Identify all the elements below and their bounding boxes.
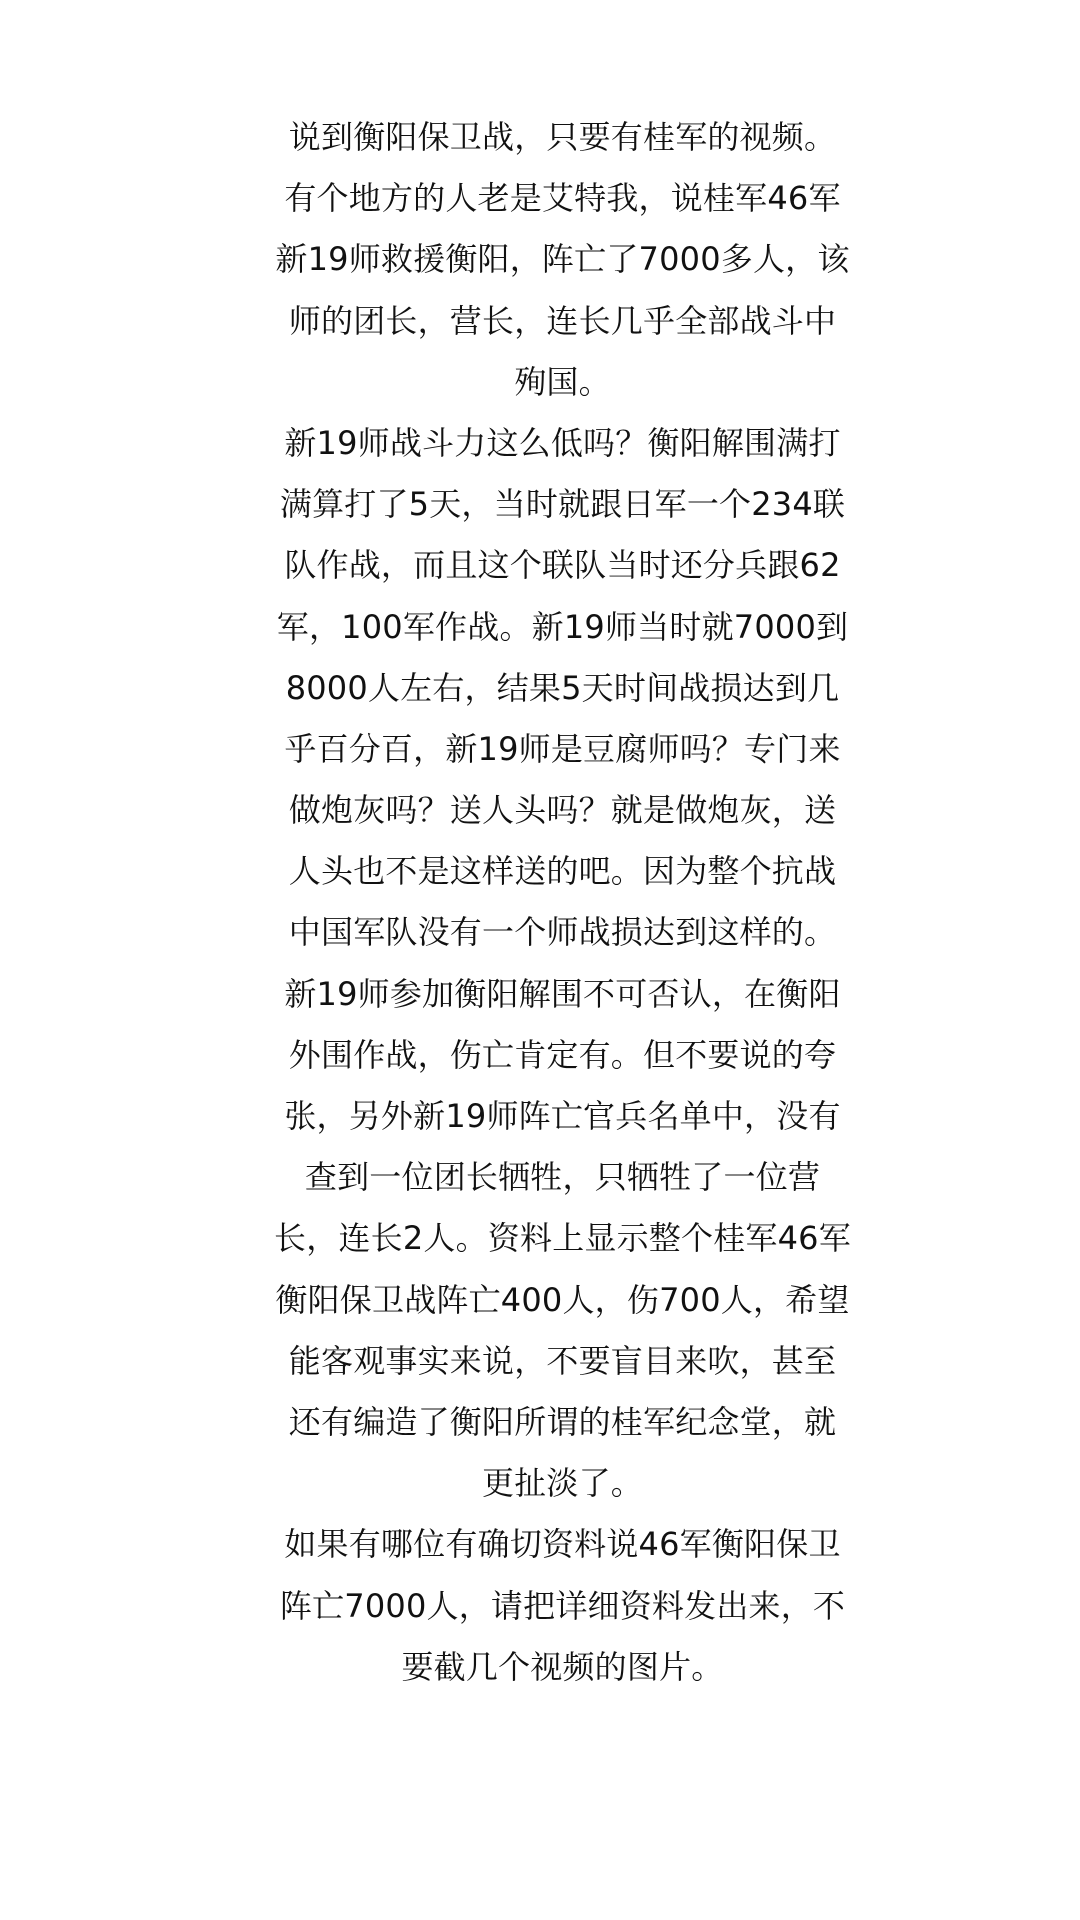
text-line: 队作战，而且这个联队当时还分兵跟62 [284, 546, 841, 585]
text-line: 中国军队没有一个师战损达到这样的。 [288, 913, 837, 952]
text-line: 满算打了5天，当时就跟日军一个234联 [279, 485, 846, 524]
text-line: 如果有哪位有确切资料说46军衡阳保卫 [284, 1525, 841, 1564]
article-text [270, 107, 855, 1698]
text-line: 新19师救援衡阳，阵亡了7000多人，该 [275, 240, 850, 279]
text-line: 查到一位团长牺牲，只牺牲了一位营 [304, 1158, 821, 1197]
text-line: 阵亡7000人，请把详细资料发出来，不 [279, 1586, 846, 1625]
text-line: 还有编造了衡阳所谓的桂军纪念堂，就 [288, 1402, 837, 1441]
text-line: 张，另外新19师阵亡官兵名单中，没有 [284, 1097, 841, 1135]
text-line: 新19师参加衡阳解围不可否认，在衡阳 [284, 974, 841, 1013]
text-line: 殉国。 [514, 362, 611, 401]
text-line: 军，100军作战。新19师当时就7000到 [276, 607, 849, 646]
text-line: 要截几个视频的图片。 [401, 1647, 724, 1686]
text-line: 做炮灰吗？送人头吗？就是做炮灰，送 [288, 791, 837, 830]
text-line: 长，连长2人。资料上显示整个桂军46军 [274, 1219, 851, 1258]
text-line: 更扯淡了。 [481, 1464, 643, 1503]
text-line: 外围作战，伤亡肯定有。但不要说的夸 [288, 1035, 837, 1074]
text-line: 能客观事实来说，不要盲目来吹，甚至 [288, 1341, 837, 1380]
text-line: 师的团长，营长，连长几乎全部战斗中 [288, 301, 837, 340]
text-line: 新19师战斗力这么低吗？衡阳解围满打 [284, 423, 841, 462]
text-line: 有个地方的人老是艾特我，说桂军46军 [284, 179, 841, 218]
text-line: 乎百分百，新19师是豆腐师吗？专门来 [284, 729, 841, 768]
text-line: 人头也不是这样送的吧。因为整个抗战 [288, 852, 837, 891]
text-line: 衡阳保卫战阵亡400人，伤700人，希望 [275, 1280, 850, 1319]
text-line: 说到衡阳保卫战，只要有桂军的视频。 [288, 118, 837, 156]
text-line: 8000人左右，结果5天时间战损达到几 [285, 668, 840, 707]
